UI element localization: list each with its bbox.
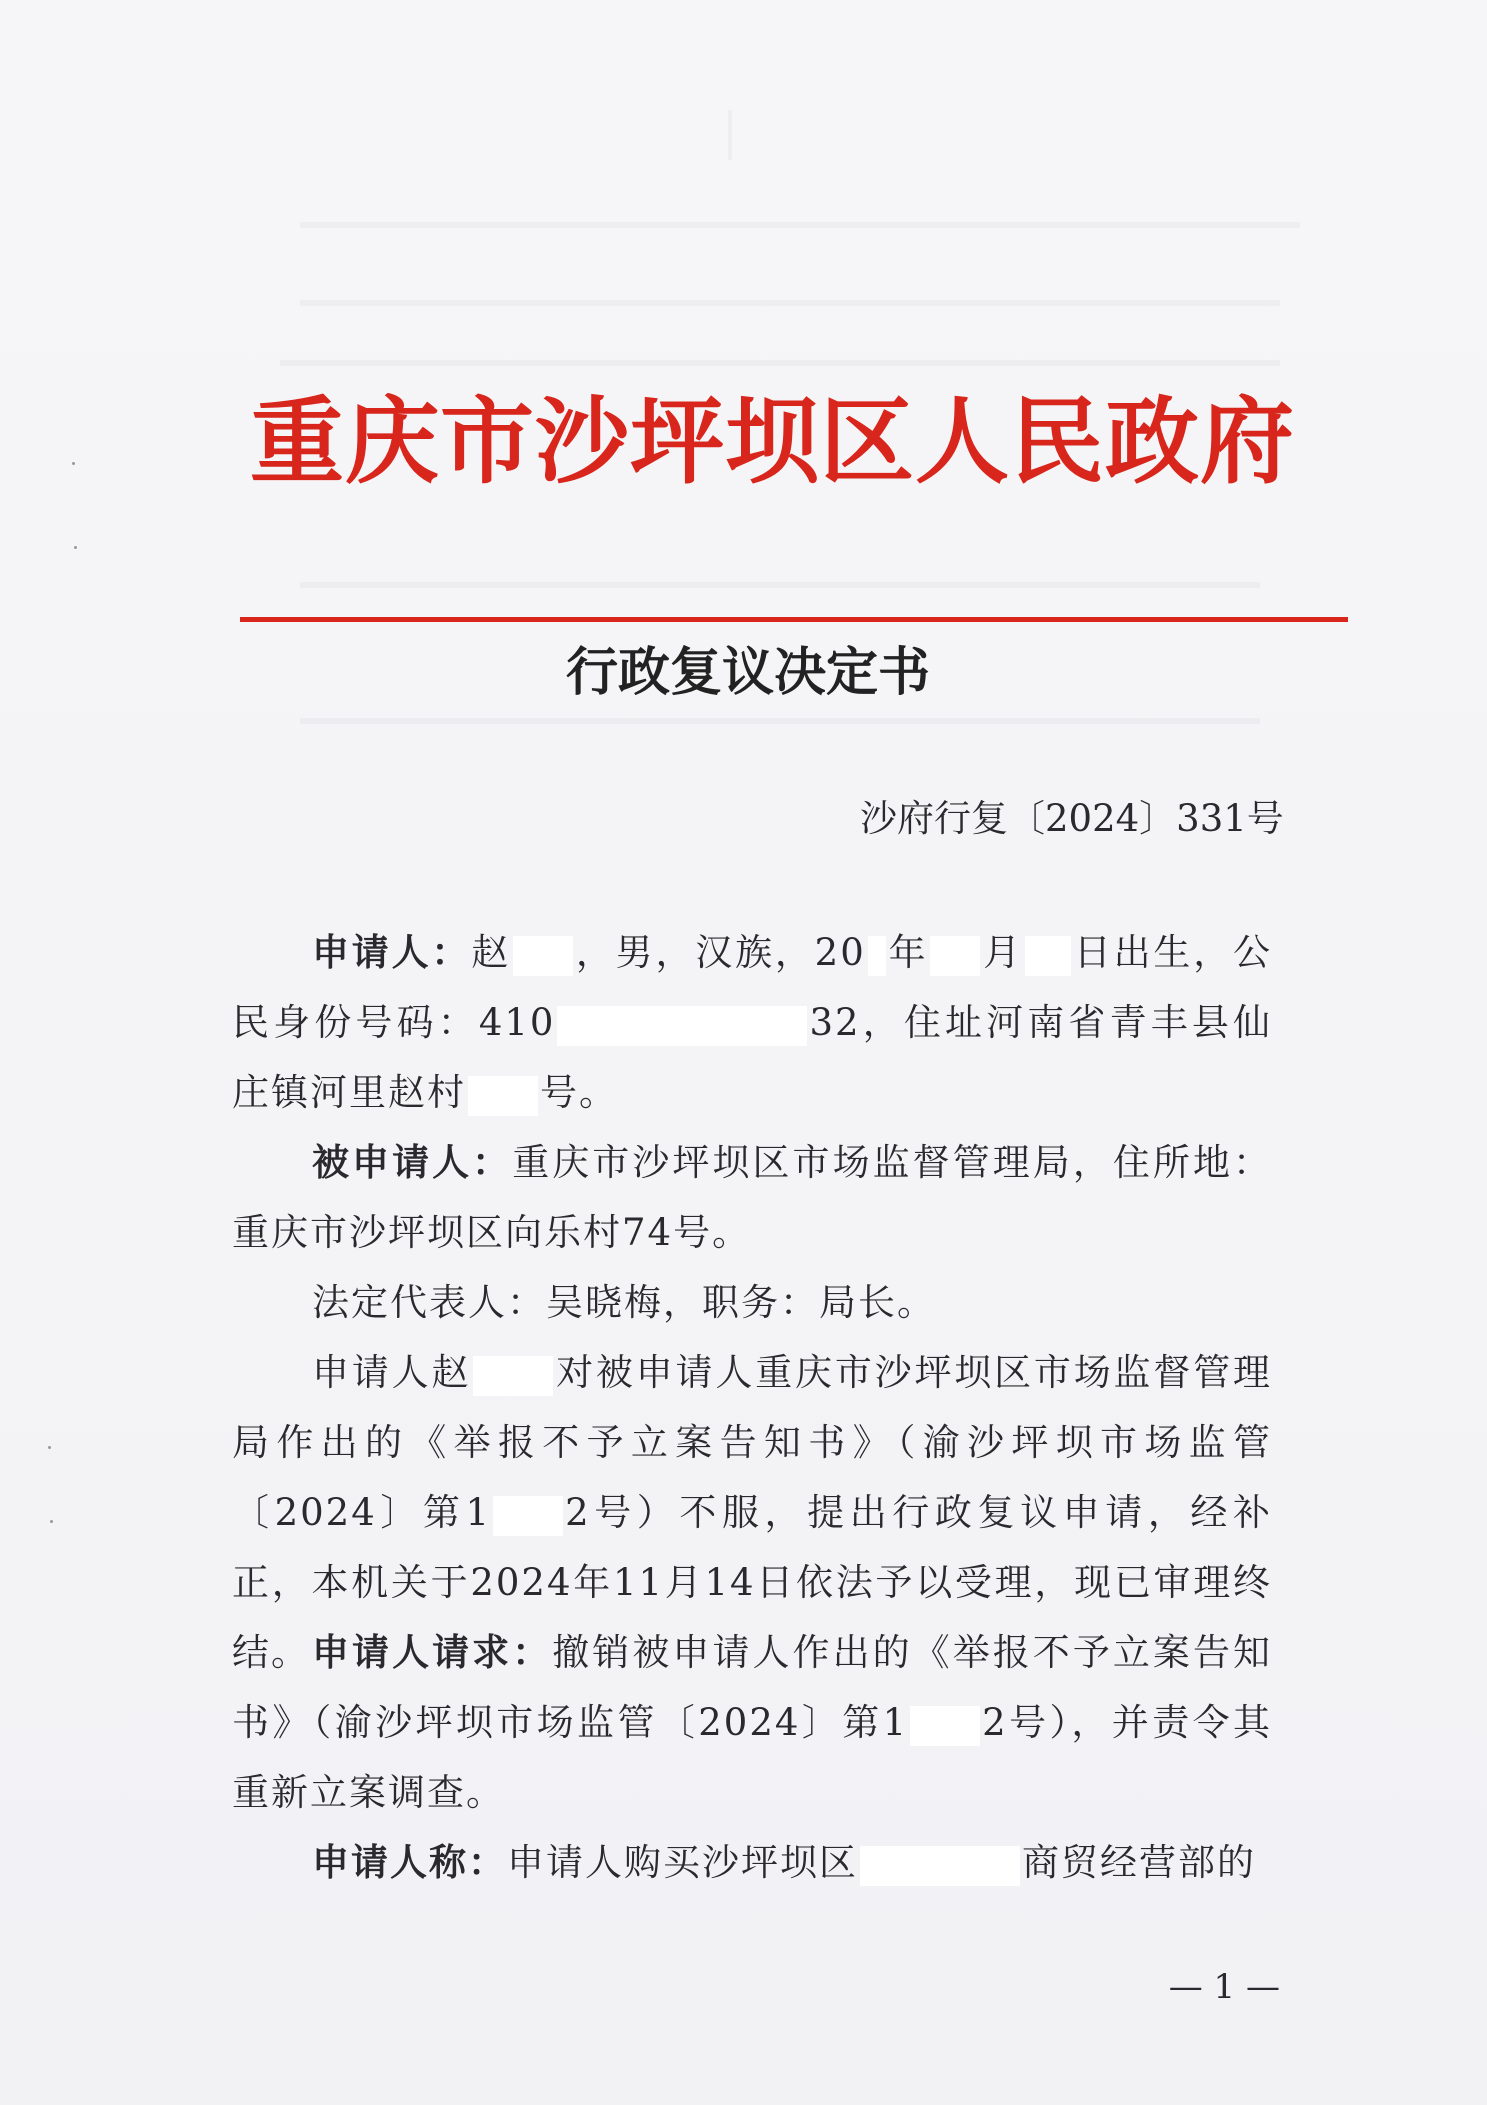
redaction-box (513, 936, 573, 976)
bleed-through-line (300, 718, 1260, 724)
scan-speck (74, 546, 77, 549)
redaction-box (930, 936, 980, 976)
redaction-box (910, 1706, 980, 1746)
redaction-box (493, 1496, 563, 1536)
bleed-through-line (300, 582, 1260, 588)
scan-speck (50, 1520, 53, 1523)
redaction-box (557, 1006, 807, 1046)
redaction-box (1025, 936, 1071, 976)
bleed-through-line (280, 360, 1280, 366)
page-number: — 1 — (1168, 1967, 1280, 2007)
scan-speck (72, 462, 75, 465)
claim-paragraph: 申请人称：申请人购买沙坪坝区 商贸经营部的 (312, 1841, 1256, 1884)
redaction-box (473, 1356, 553, 1396)
scan-speck (48, 1446, 51, 1449)
bleed-through-line (300, 300, 1280, 306)
legal-representative-paragraph: 法定代表人：吴晓梅，职务：局长。 (312, 1281, 936, 1324)
document-number: 沙府行复〔2024〕331号 (860, 797, 1284, 840)
request-label: 申请人请求： (312, 1631, 553, 1674)
document-type-title: 行政复议决定书 (566, 642, 931, 703)
bleed-through-line (300, 222, 1300, 228)
applicant-label: 申请人： (312, 931, 472, 974)
bleed-through-line (728, 110, 732, 160)
redaction-box (868, 936, 886, 976)
respondent-paragraph: 被申请人：重庆市沙坪坝区市场监督管理局，住所地：重庆市沙坪坝区向乐村74号。 (232, 1141, 1273, 1254)
redaction-box (860, 1846, 1020, 1886)
applicant-paragraph: 申请人：赵 ，男，汉族，20 年 月 日出生，公民身份号码：410 32，住址河南省青丰县仙庄镇河里赵村 号。 (232, 931, 1273, 1114)
case-intro-paragraph: 申请人赵 对被申请人重庆市沙坪坝区市场监督管理局作出的《举报不予立案告知书》（渝沙坪坝市场监管〔2024〕第1 2号）不服，提出行政复议申请，经补正，本机关于2024年11月14日依法予以受理，现已审理终结。 (232, 1351, 1273, 1674)
issuing-authority-title: 重庆市沙坪坝区人民政府 (250, 387, 1296, 497)
redaction-box (468, 1076, 538, 1116)
respondent-label: 被申请人： (312, 1141, 513, 1184)
claim-label: 申请人称： (312, 1841, 507, 1884)
request-paragraph: 申请人请求：撤销被申请人作出的《举报不予立案告知书》（渝沙坪坝市场监管〔2024〕第1 2号），并责令其重新立案调查。 (232, 1631, 1273, 1814)
red-separator-rule (240, 617, 1348, 622)
